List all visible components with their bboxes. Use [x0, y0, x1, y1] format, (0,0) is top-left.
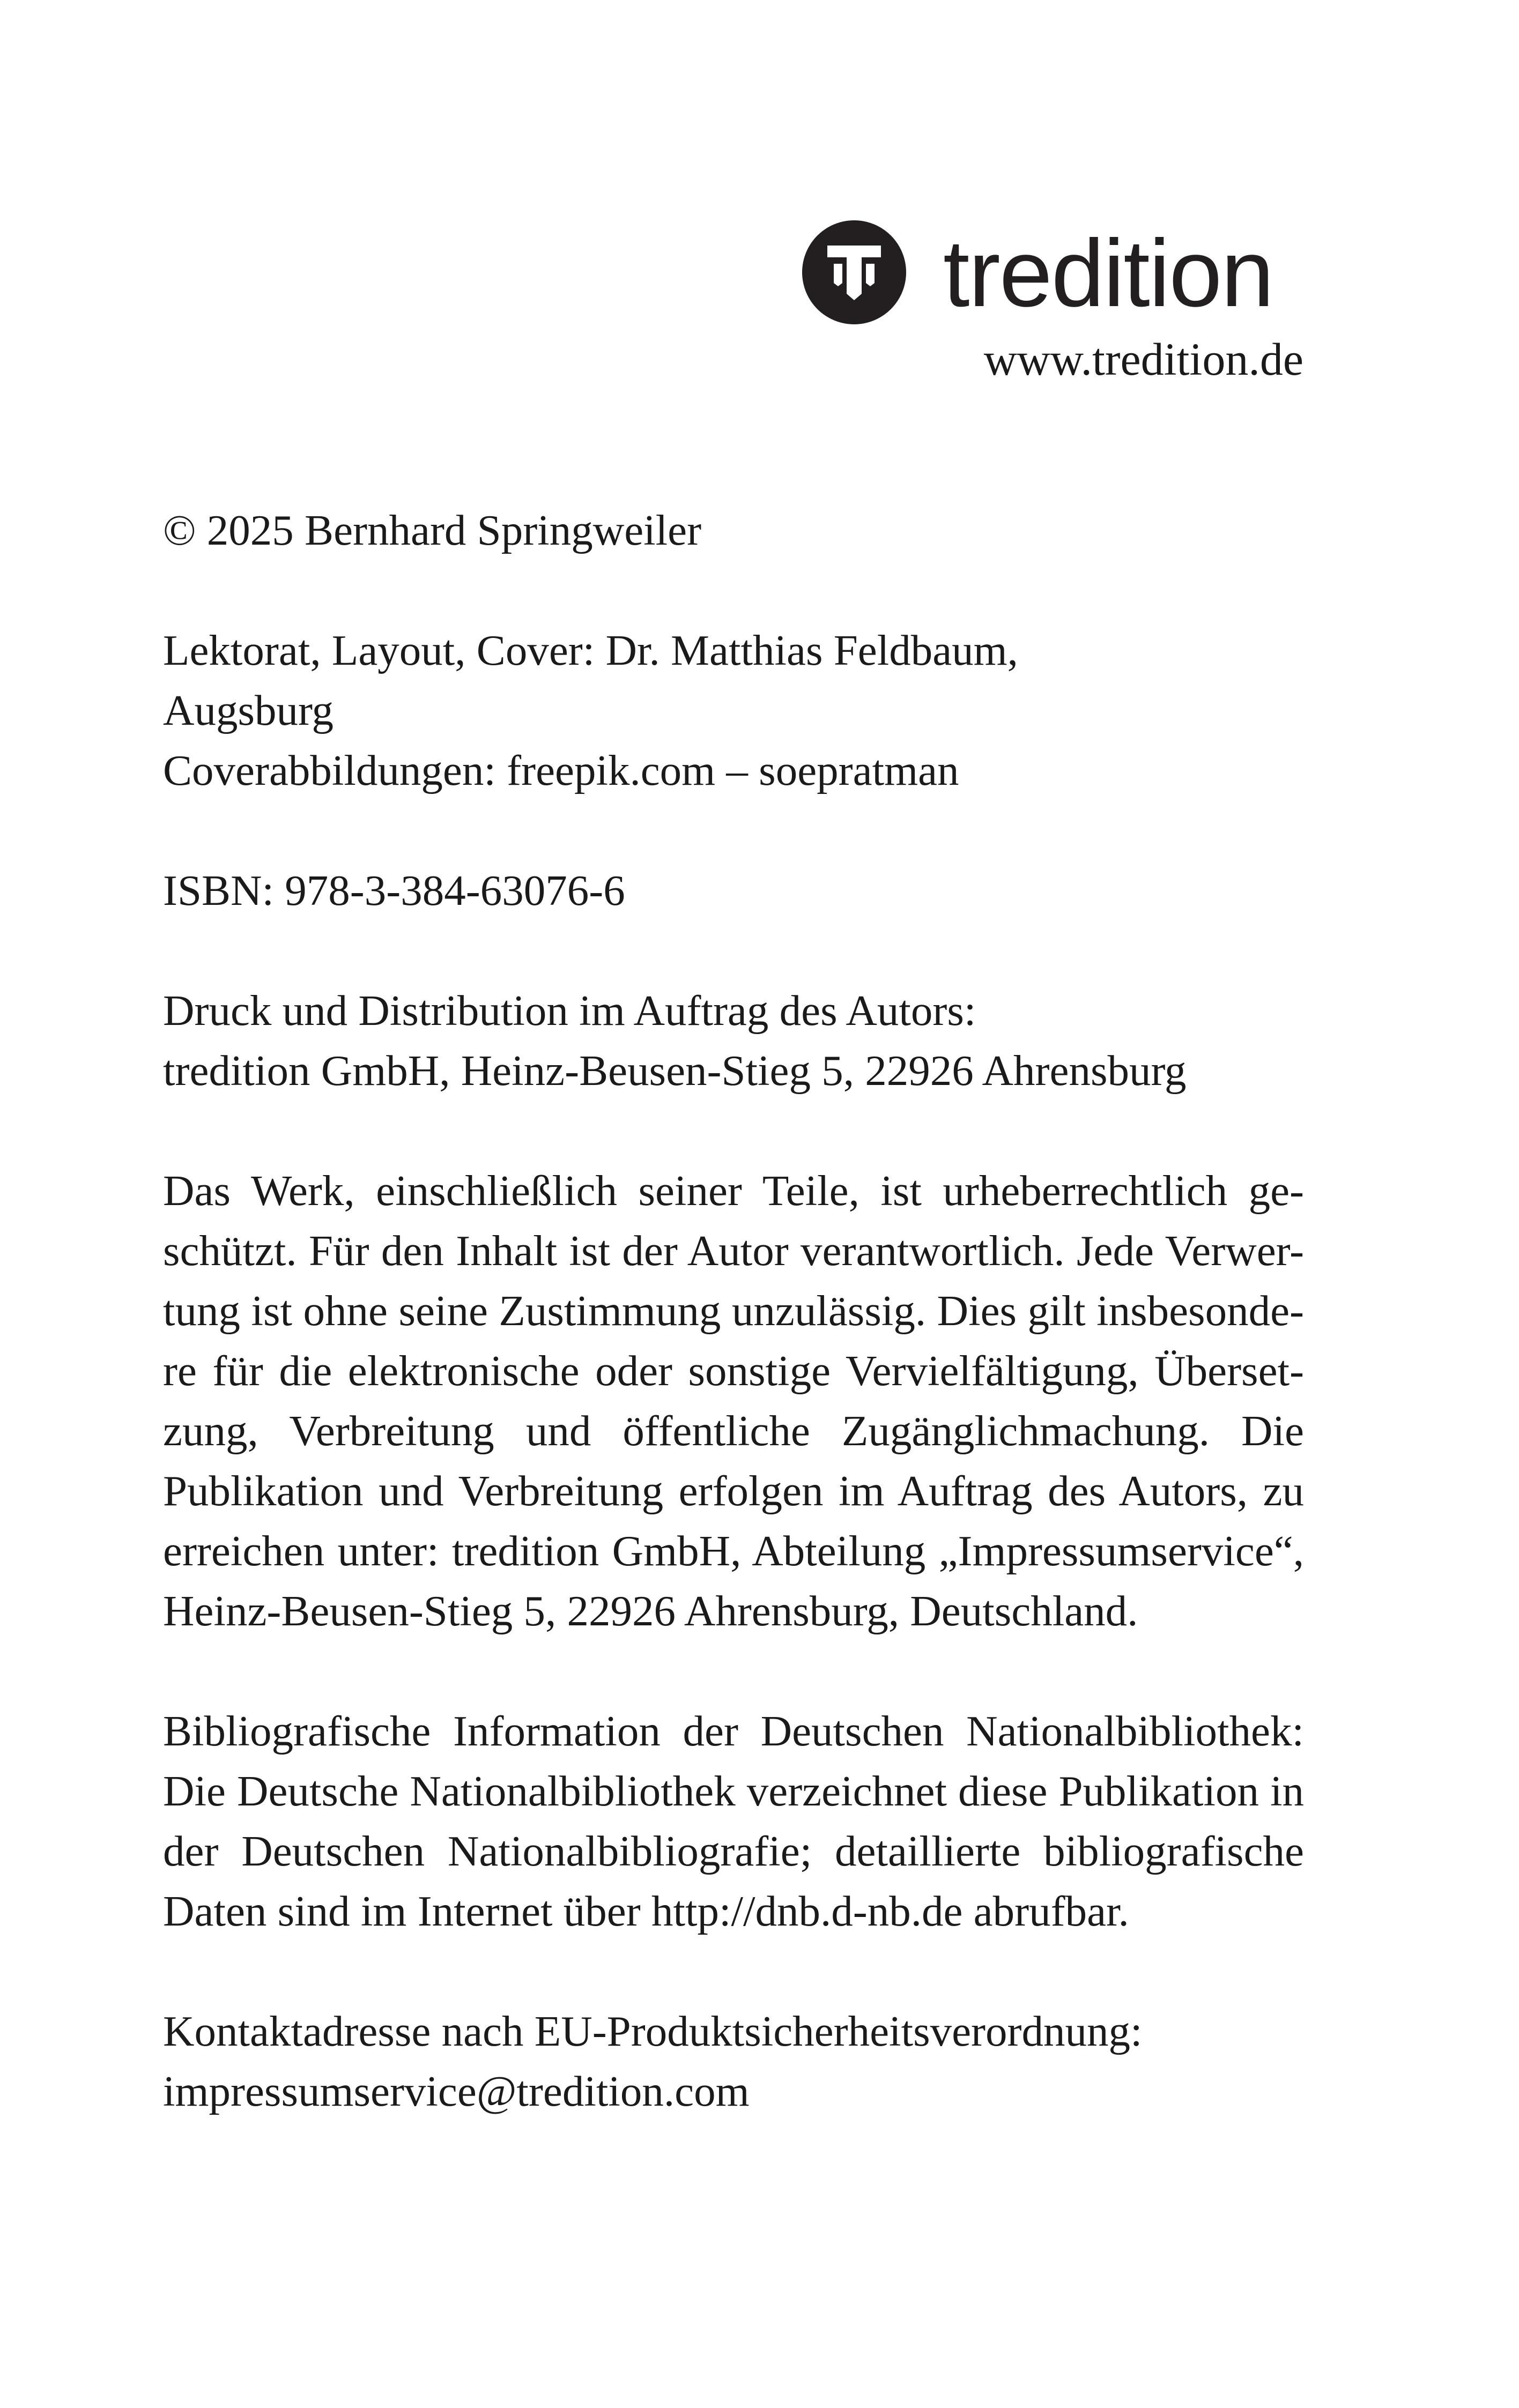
bibliography-line: Die Deutsche Nationalbibliothek verzeichnet diese Publikation in: [163, 1767, 1304, 1815]
rights-line: Publikation und Verbreitung erfolgen im Auftrag des Autors, zu: [163, 1467, 1304, 1515]
credits-line: Lektorat, Layout, Cover: Dr. Matthias Feldbaum,: [163, 626, 1018, 674]
print-line: Druck und Distribution im Auftrag des Autors:: [163, 986, 976, 1035]
credits-line: Augsburg: [163, 686, 334, 734]
rights-line: schützt. Für den Inhalt ist der Autor verantwortlich. Jede Verwer-: [163, 1227, 1304, 1275]
print-block: [163, 980, 1304, 1101]
rights-block: [163, 1161, 1304, 1641]
bibliography-line: Daten sind im Internet über http://dnb.d-nb.de abrufbar.: [163, 1887, 1129, 1935]
credits-block: [163, 620, 1304, 800]
contact-block: [163, 2001, 1304, 2121]
credits-line: Coverabbildungen: freepik.com – soepratman: [163, 746, 959, 794]
rights-line: Das Werk, einschließlich seiner Teile, ist urheberrechtlich ge-: [163, 1166, 1304, 1215]
rights-line: tung ist ohne seine Zustimmung unzulässig. Dies gilt insbesonde-: [163, 1287, 1304, 1335]
tredition-logo-icon: [802, 220, 907, 325]
copyright-line: © 2025 Bernhard Springweiler: [163, 506, 702, 554]
bibliography-line: Bibliografische Information der Deutschen Nationalbibliothek:: [163, 1707, 1304, 1755]
publisher-url[interactable]: www.tredition.de: [983, 333, 1303, 385]
publisher-logo: [802, 220, 1303, 327]
rights-line: Heinz-Beusen-Stieg 5, 22926 Ahrensburg, Deutschland.: [163, 1587, 1138, 1635]
rights-line: zung, Verbreitung und öffentliche Zugänglichmachung. Die: [163, 1407, 1304, 1455]
print-line: tredition GmbH, Heinz-Beusen-Stieg 5, 22926 Ahrensburg: [163, 1046, 1187, 1095]
rights-line: re für die elektronische oder sonstige Vervielfältigung, Überset-: [163, 1347, 1304, 1395]
contact-email[interactable]: impressumservice@tredition.com: [163, 2067, 750, 2115]
rights-line: erreichen unter: tredition GmbH, Abteilung „Impressumservice“,: [163, 1527, 1304, 1575]
isbn-line: ISBN: 978-3-384-63076-6: [163, 866, 625, 915]
copyright-notice: [163, 500, 1304, 560]
bibliography-line: der Deutschen Nationalbibliografie; detaillierte bibliografische: [163, 1827, 1304, 1875]
imprint-text: [163, 500, 1304, 2121]
contact-line: Kontaktadresse nach EU-Produktsicherheitsverordnung:: [163, 2007, 1143, 2055]
bibliography-block: [163, 1701, 1304, 1941]
isbn-block: [163, 860, 1304, 920]
logo-wordmark: tredition: [943, 220, 1273, 326]
